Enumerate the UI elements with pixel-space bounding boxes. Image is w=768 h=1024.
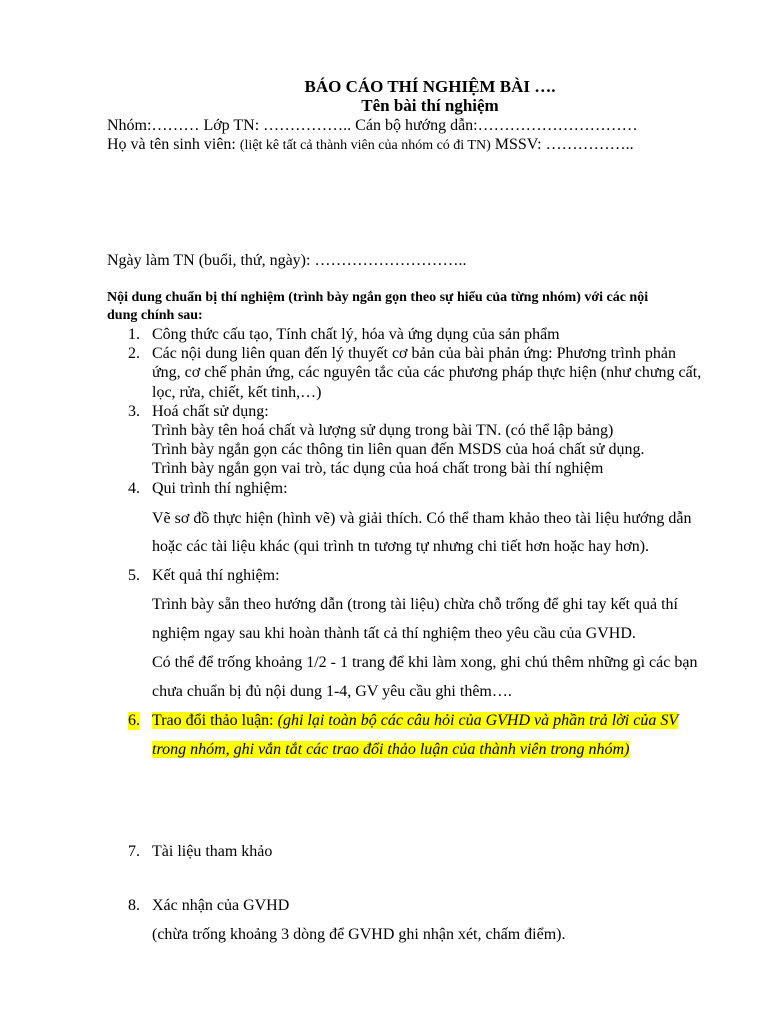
item-2-line-2: ứng, cơ chế phản ứng, các nguyên tắc của các phương pháp thực hiện (như chưng cất, [152, 364, 702, 381]
item-6-italic-1: (ghi lại toàn bộ các câu hỏi của GVHD và phần trả lời của SV [277, 712, 679, 729]
item-7-text: Tài liệu tham khảo [152, 843, 273, 860]
student-mssv: MSSV: …………….. [494, 136, 634, 153]
item-6-number: 6. [128, 712, 140, 729]
date-line: Ngày làm TN (buổi, thứ, ngày): ……………………….. [107, 252, 467, 269]
item-1-text: Công thức cấu tạo, Tính chất lý, hóa và ứng dụng của sản phẩm [152, 326, 560, 343]
item-3-line-4: Trình bày ngắn gọn vai trò, tác dụng của hoá chất trong bài thí nghiệm [152, 460, 604, 477]
item-5-line-1: Kết quả thí nghiệm: [152, 567, 280, 584]
student-label: Họ và tên sinh viên: [107, 136, 236, 153]
item-6-line-1 [152, 712, 678, 730]
item-4-line-3: hoặc các tài liệu khác (qui trình tn tương tự nhưng chi tiết hơn hoặc hay hơn). [152, 538, 650, 555]
group-class-line: Nhóm:……… Lớp TN: …………….. Cán bộ hướng dẫn:………………………… [107, 117, 638, 134]
item-3-line-3: Trình bày ngắn gọn các thông tin liên quan đến MSDS của hoá chất sử dụng. [152, 441, 645, 458]
item-4-number: 4. [128, 480, 140, 497]
item-8-line-1: Xác nhận của GVHD [152, 897, 290, 914]
item-1-number: 1. [128, 326, 140, 343]
item-8-line-2: (chừa trống khoảng 3 dòng để GVHD ghi nhận xét, chấm điểm). [152, 926, 566, 943]
intro-line-2: dung chính sau: [107, 308, 203, 323]
item-6-italic-2: trong nhóm, ghi vắn tắt các trao đổi thảo luận của thành viên trong nhóm) [152, 741, 630, 758]
experiment-name: Tên bài thí nghiệm [361, 96, 499, 115]
item-3-line-2: Trình bày tên hoá chất và lượng sử dụng trong bài TN. (có thể lập bảng) [152, 422, 614, 439]
item-6-line-2 [152, 741, 629, 759]
item-3-number: 3. [128, 403, 140, 420]
item-4-line-2: Vẽ sơ đồ thực hiện (hình vẽ) và giải thích. Có thể tham khảo theo tài liệu hướng dẫn [152, 510, 692, 527]
item-2-number: 2. [128, 345, 140, 362]
item-8-number: 8. [128, 897, 140, 914]
item-5-line-4: Có thể để trống khoảng 1/2 - 1 trang để khi làm xong, ghi chú thêm những gì các bạn [152, 654, 698, 671]
intro-line-1: Nội dung chuẩn bị thí nghiệm (trình bày ngắn gọn theo sự hiểu của từng nhóm) với các nội [107, 290, 649, 305]
item-4-line-1: Qui trình thí nghiệm: [152, 480, 288, 497]
item-2-line-1: Các nội dung liên quan đến lý thuyết cơ bản của bài phản ứng: Phương trình phản [152, 345, 676, 362]
student-line [107, 136, 634, 154]
item-5-line-3: nghiệm ngay sau khi hoàn thành tất cả thí nghiệm theo yêu cầu của GVHD. [152, 625, 636, 642]
item-5-line-2: Trình bày sẵn theo hướng dẫn (trong tài liệu) chừa chỗ trống để ghi tay kết quả thí [152, 596, 678, 613]
item-3-line-1: Hoá chất sử dụng: [152, 403, 269, 420]
student-note: (liệt kê tất cả thành viên của nhóm có đi TN) [239, 138, 491, 153]
item-7-number: 7. [128, 843, 140, 860]
item-5-number: 5. [128, 567, 140, 584]
item-6-label: Trao đổi thảo luận: [152, 712, 278, 729]
item-5-line-5: chưa chuẩn bị đủ nội dung 1-4, GV yêu cầu ghi thêm…. [152, 683, 512, 700]
item-2-line-3: lọc, rửa, chiết, kết tinh,…) [152, 384, 322, 401]
report-title: BÁO CÁO THÍ NGHIỆM BÀI …. [304, 77, 556, 96]
